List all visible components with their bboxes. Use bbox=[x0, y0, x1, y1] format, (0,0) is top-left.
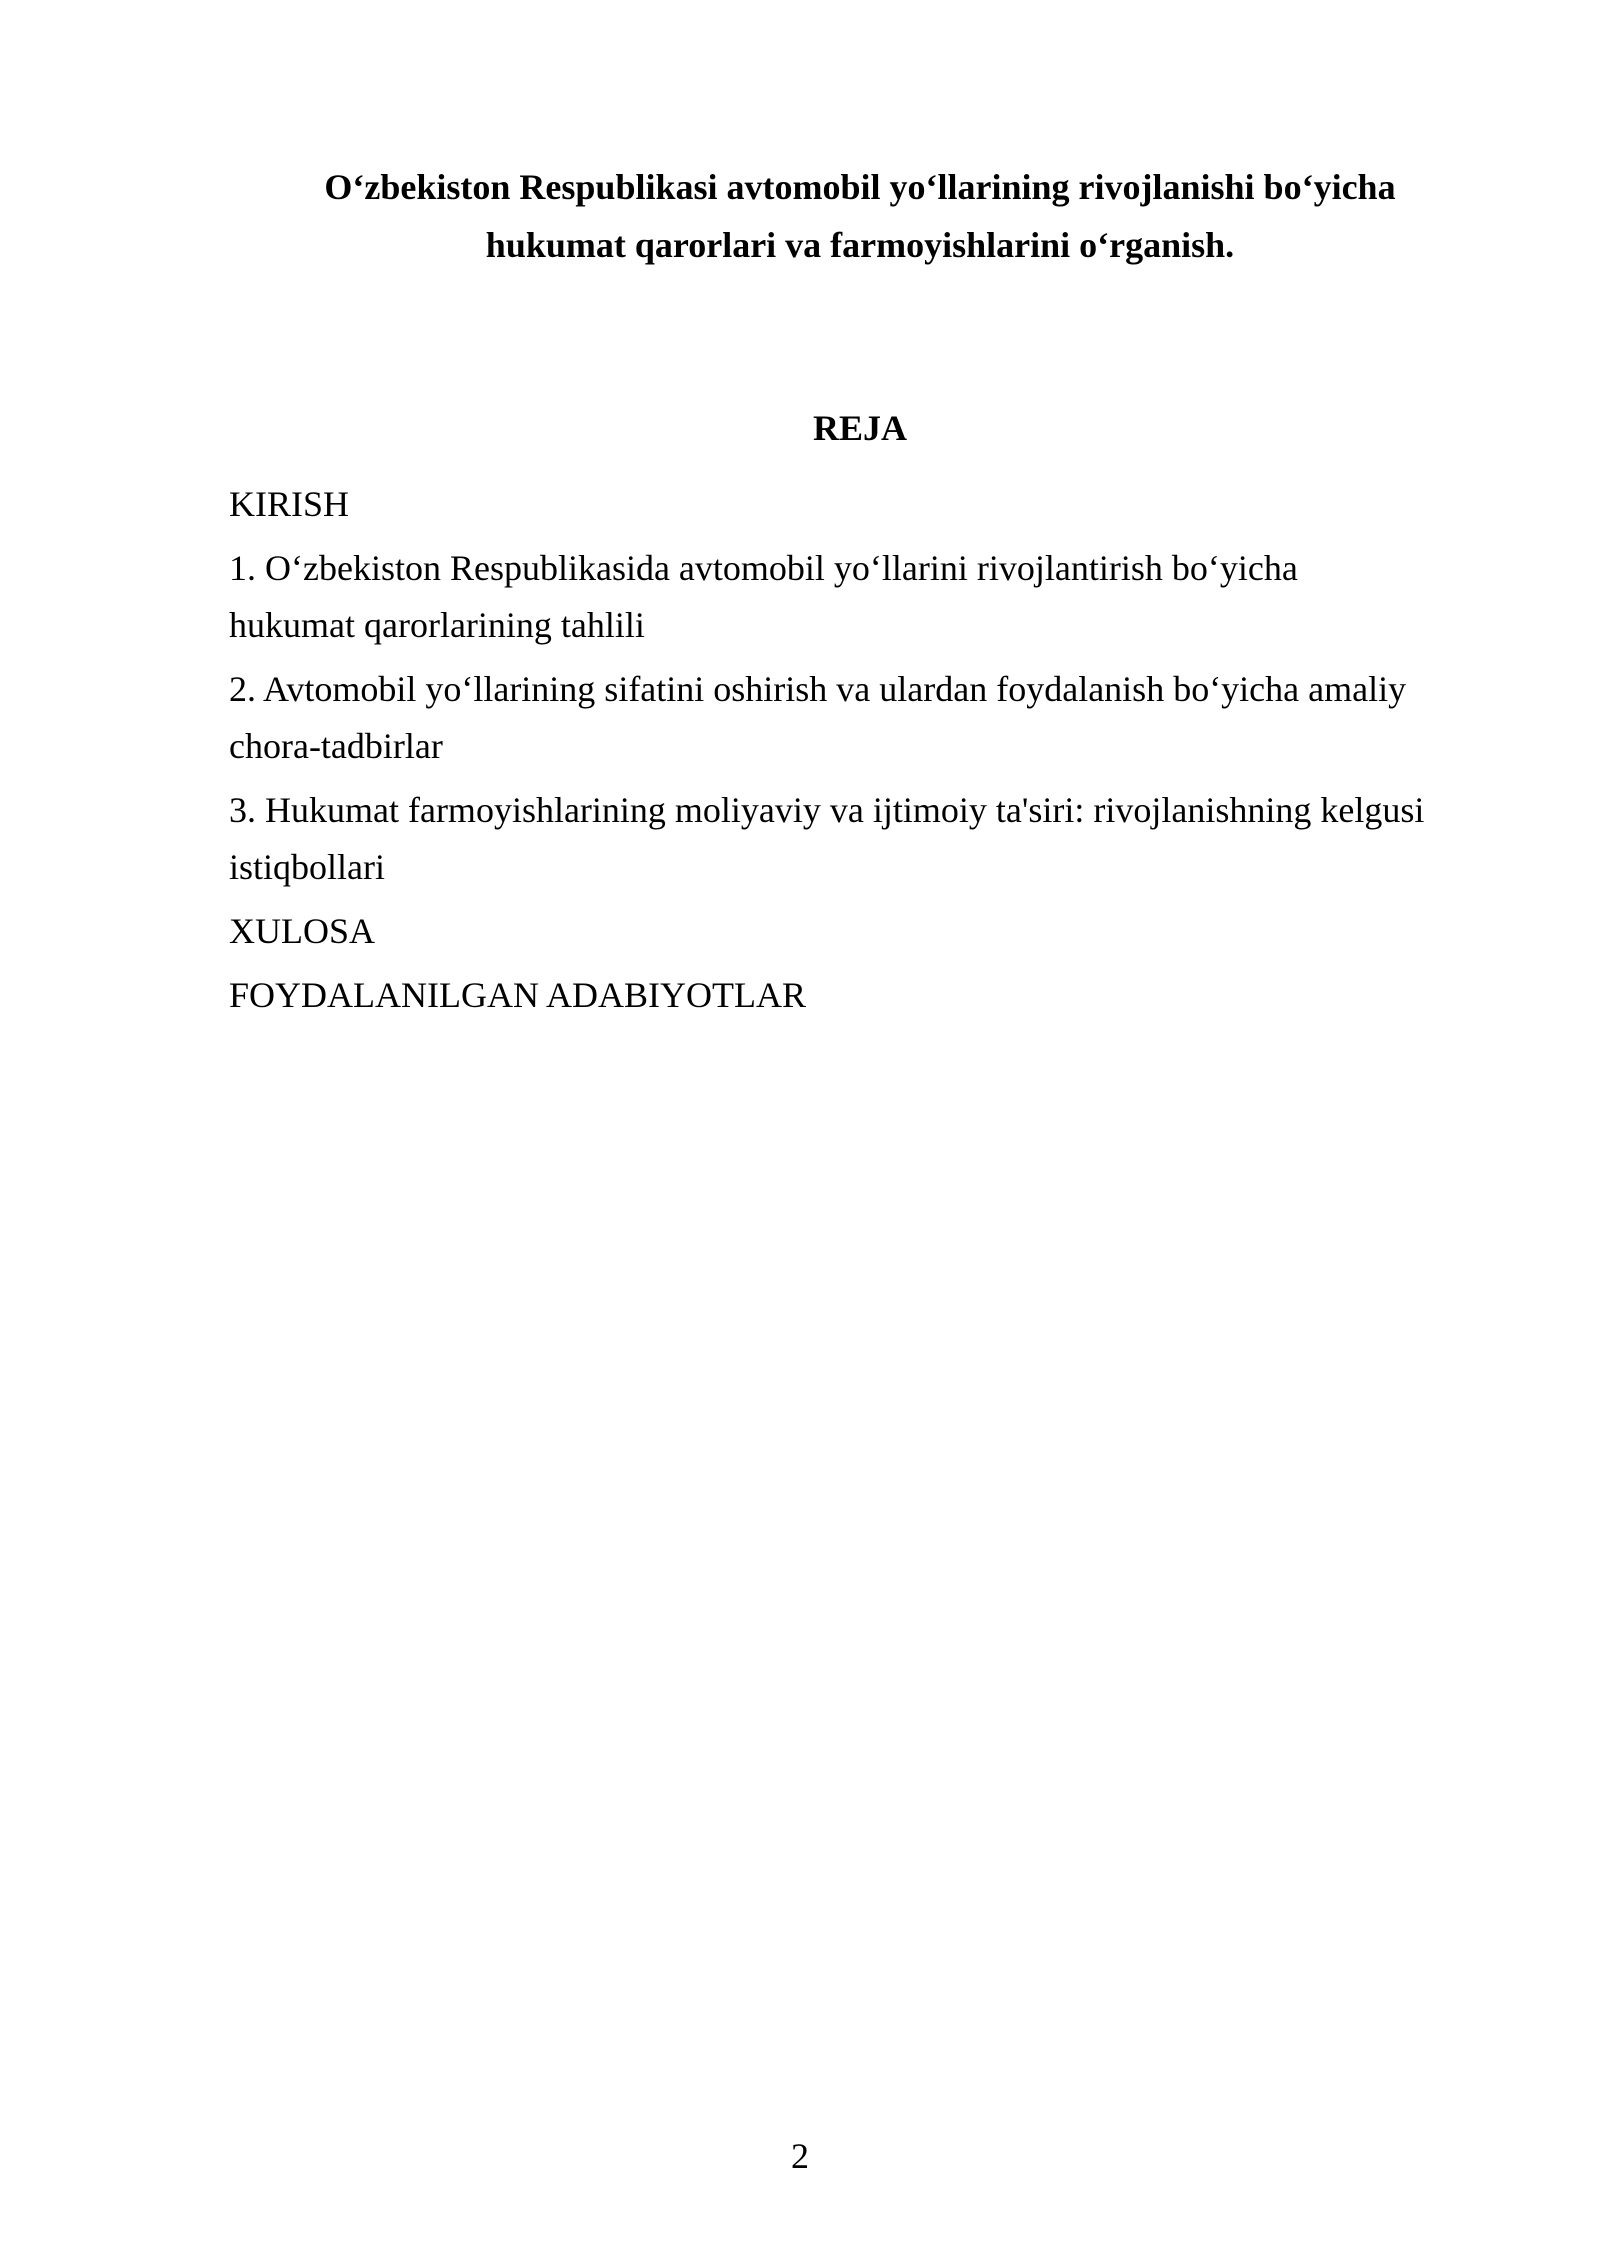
plan-item-line: FOYDALANILGAN ADABIYOTLAR bbox=[229, 975, 806, 1015]
plan-item-line: 2. Avtomobil yo‘llarining sifatini oshirish va ulardan foydalanish bo‘yicha amaliy bbox=[229, 669, 1407, 709]
plan-item-line: 3. Hukumat farmoyishlarining moliyaviy va ijtimoiy ta'siri: rivojlanishning kelgusi bbox=[229, 790, 1425, 830]
plan-item-references bbox=[229, 967, 1489, 1024]
plan-list bbox=[229, 476, 1489, 1031]
document-title bbox=[230, 158, 1490, 274]
plan-item-conclusion bbox=[229, 903, 1489, 960]
plan-heading: REJA bbox=[812, 408, 907, 448]
title-line: hukumat qarorlari va farmoyishlarini o‘rganish. bbox=[485, 225, 1235, 265]
plan-item-line: 1. O‘zbekiston Respublikasida avtomobil yo‘llarini rivojlantirish bo‘yicha bbox=[229, 548, 1298, 588]
plan-item-1 bbox=[229, 540, 1489, 654]
plan-item-line: hukumat qarorlarining tahlili bbox=[229, 605, 645, 645]
page-number: 2 bbox=[791, 2136, 809, 2176]
plan-item-2 bbox=[229, 661, 1489, 775]
plan-item-introduction bbox=[229, 476, 1489, 533]
plan-item-line: istiqbollari bbox=[229, 847, 385, 887]
title-line: O‘zbekiston Respublikasi avtomobil yo‘llarining rivojlanishi bo‘yicha bbox=[324, 167, 1396, 207]
plan-item-3 bbox=[229, 782, 1489, 896]
plan-item-line: KIRISH bbox=[229, 484, 350, 524]
plan-item-line: chora-tadbirlar bbox=[229, 726, 443, 766]
plan-item-line: XULOSA bbox=[229, 911, 376, 951]
